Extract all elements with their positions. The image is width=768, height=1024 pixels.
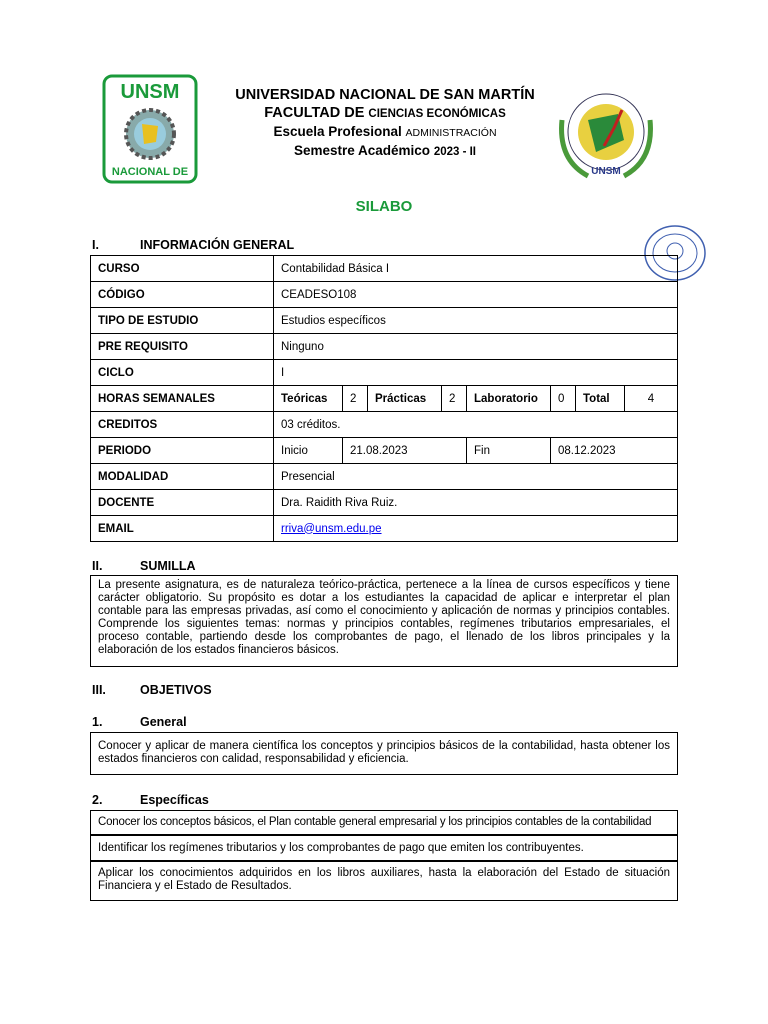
table-row	[91, 282, 678, 308]
fin-label: Fin	[467, 438, 551, 464]
section-number: II.	[92, 559, 103, 573]
table-row	[91, 516, 678, 542]
fin-date: 08.12.2023	[551, 438, 678, 464]
section-informacion-general	[92, 238, 294, 252]
subsection-especificas	[92, 793, 209, 807]
table-row	[91, 464, 678, 490]
table-row	[91, 438, 678, 464]
subsection-general	[92, 715, 187, 729]
document-header	[200, 86, 570, 161]
row-label: MODALIDAD	[91, 464, 274, 490]
section-title: SUMILLA	[140, 559, 196, 573]
practicas-value: 2	[442, 386, 467, 412]
section-title: INFORMACIÓN GENERAL	[140, 238, 295, 252]
university-name: UNIVERSIDAD NACIONAL DE SAN MARTÍN	[235, 87, 535, 103]
row-label: CURSO	[91, 256, 274, 282]
school-prefix: Escuela Profesional	[273, 124, 402, 139]
semester-prefix: Semestre Académico	[293, 143, 431, 158]
section-sumilla	[92, 559, 196, 573]
table-row	[91, 256, 678, 282]
section-number: III.	[92, 683, 106, 697]
total-value: 4	[625, 386, 678, 412]
row-value: 03 créditos.	[274, 412, 678, 438]
inicio-label: Inicio	[274, 438, 343, 464]
semester: 2023 - II	[433, 146, 477, 158]
row-value: Estudios específicos	[274, 308, 678, 334]
row-label: DOCENTE	[91, 490, 274, 516]
section-number: I.	[92, 238, 99, 252]
section-title: OBJETIVOS	[140, 683, 212, 697]
faculty-name: CIENCIAS ECONÓMICAS	[368, 108, 506, 120]
table-row	[91, 360, 678, 386]
row-value: Contabilidad Básica I	[274, 256, 678, 282]
table-row	[91, 412, 678, 438]
row-label: EMAIL	[91, 516, 274, 542]
inicio-date: 21.08.2023	[343, 438, 467, 464]
row-label: PERIODO	[91, 438, 274, 464]
teoricas-label: Teóricas	[274, 386, 343, 412]
section-number: 2.	[92, 793, 103, 807]
laboratorio-value: 0	[551, 386, 576, 412]
objetivo-general-text: Conocer y aplicar de manera científica los conceptos y principios básicos de la contabilidad, hasta obtener los estados financieros con calidad, responsabilidad y eficiencia.	[90, 732, 678, 775]
semester-line	[200, 142, 570, 161]
document-title: SILABO	[355, 198, 413, 215]
row-value: Dra. Raidith Riva Ruiz.	[274, 490, 678, 516]
section-title: Específicas	[140, 793, 209, 807]
table-row	[91, 334, 678, 360]
row-label: HORAS SEMANALES	[91, 386, 274, 412]
school-line	[200, 123, 570, 142]
faculty-logo	[548, 80, 664, 192]
row-value: Presencial	[274, 464, 678, 490]
section-number: 1.	[92, 715, 103, 729]
table-row	[91, 490, 678, 516]
total-label: Total	[576, 386, 625, 412]
section-title: General	[140, 715, 187, 729]
school-name: ADMINISTRACIÓN	[405, 127, 497, 139]
svg-text:UNSM: UNSM	[591, 166, 621, 177]
objetivo-especifico-3: Aplicar los conocimientos adquiridos en los libros auxiliares, hasta la elaboración del Estado de situación Financiera y el Estado de Resultados.	[90, 861, 678, 901]
email-link[interactable]: rriva@unsm.edu.pe	[281, 522, 382, 535]
sumilla-text: La presente asignatura, es de naturaleza teórico-práctica, pertenece a la línea de cursos específicos y tiene carácter obligatorio. Su propósito es dotar a los estudiantes la capacidad de aplicar e interpretar el plan contable para las empresas privadas, así como el conocimiento y aplicación de normas y principios contables. Comprende los siguientes temas: normas y principios contables, regímenes tributarios empresariales, el proceso contable, partiendo desde los comprobantes de pago, el llenado de los libros principales y la elaboración de los estados financieros básicos.	[90, 575, 678, 667]
row-value: Ninguno	[274, 334, 678, 360]
row-label: TIPO DE ESTUDIO	[91, 308, 274, 334]
objetivo-especifico-2: Identificar los regímenes tributarios y los comprobantes de pago que emiten los contribuyentes.	[90, 835, 678, 861]
svg-text:NACIONAL DE: NACIONAL DE	[111, 166, 189, 178]
general-info-table	[90, 255, 678, 542]
unsm-logo	[102, 74, 198, 184]
row-label: CICLO	[91, 360, 274, 386]
practicas-label: Prácticas	[368, 386, 442, 412]
faculty-prefix: FACULTAD DE	[264, 105, 365, 121]
row-value: I	[274, 360, 678, 386]
teoricas-value: 2	[343, 386, 368, 412]
row-value: CEADESO108	[274, 282, 678, 308]
laboratorio-label: Laboratorio	[467, 386, 551, 412]
row-label: CREDITOS	[91, 412, 274, 438]
row-label: CÓDIGO	[91, 282, 274, 308]
table-row	[91, 386, 678, 412]
objetivo-especifico-1: Conocer los conceptos básicos, el Plan contable general empresarial y los principios contables de la contabilidad	[90, 810, 678, 835]
row-label: PRE REQUISITO	[91, 334, 274, 360]
table-row	[91, 308, 678, 334]
svg-text:UNSM: UNSM	[120, 81, 180, 103]
faculty-line	[200, 104, 570, 123]
section-objetivos	[92, 683, 212, 697]
